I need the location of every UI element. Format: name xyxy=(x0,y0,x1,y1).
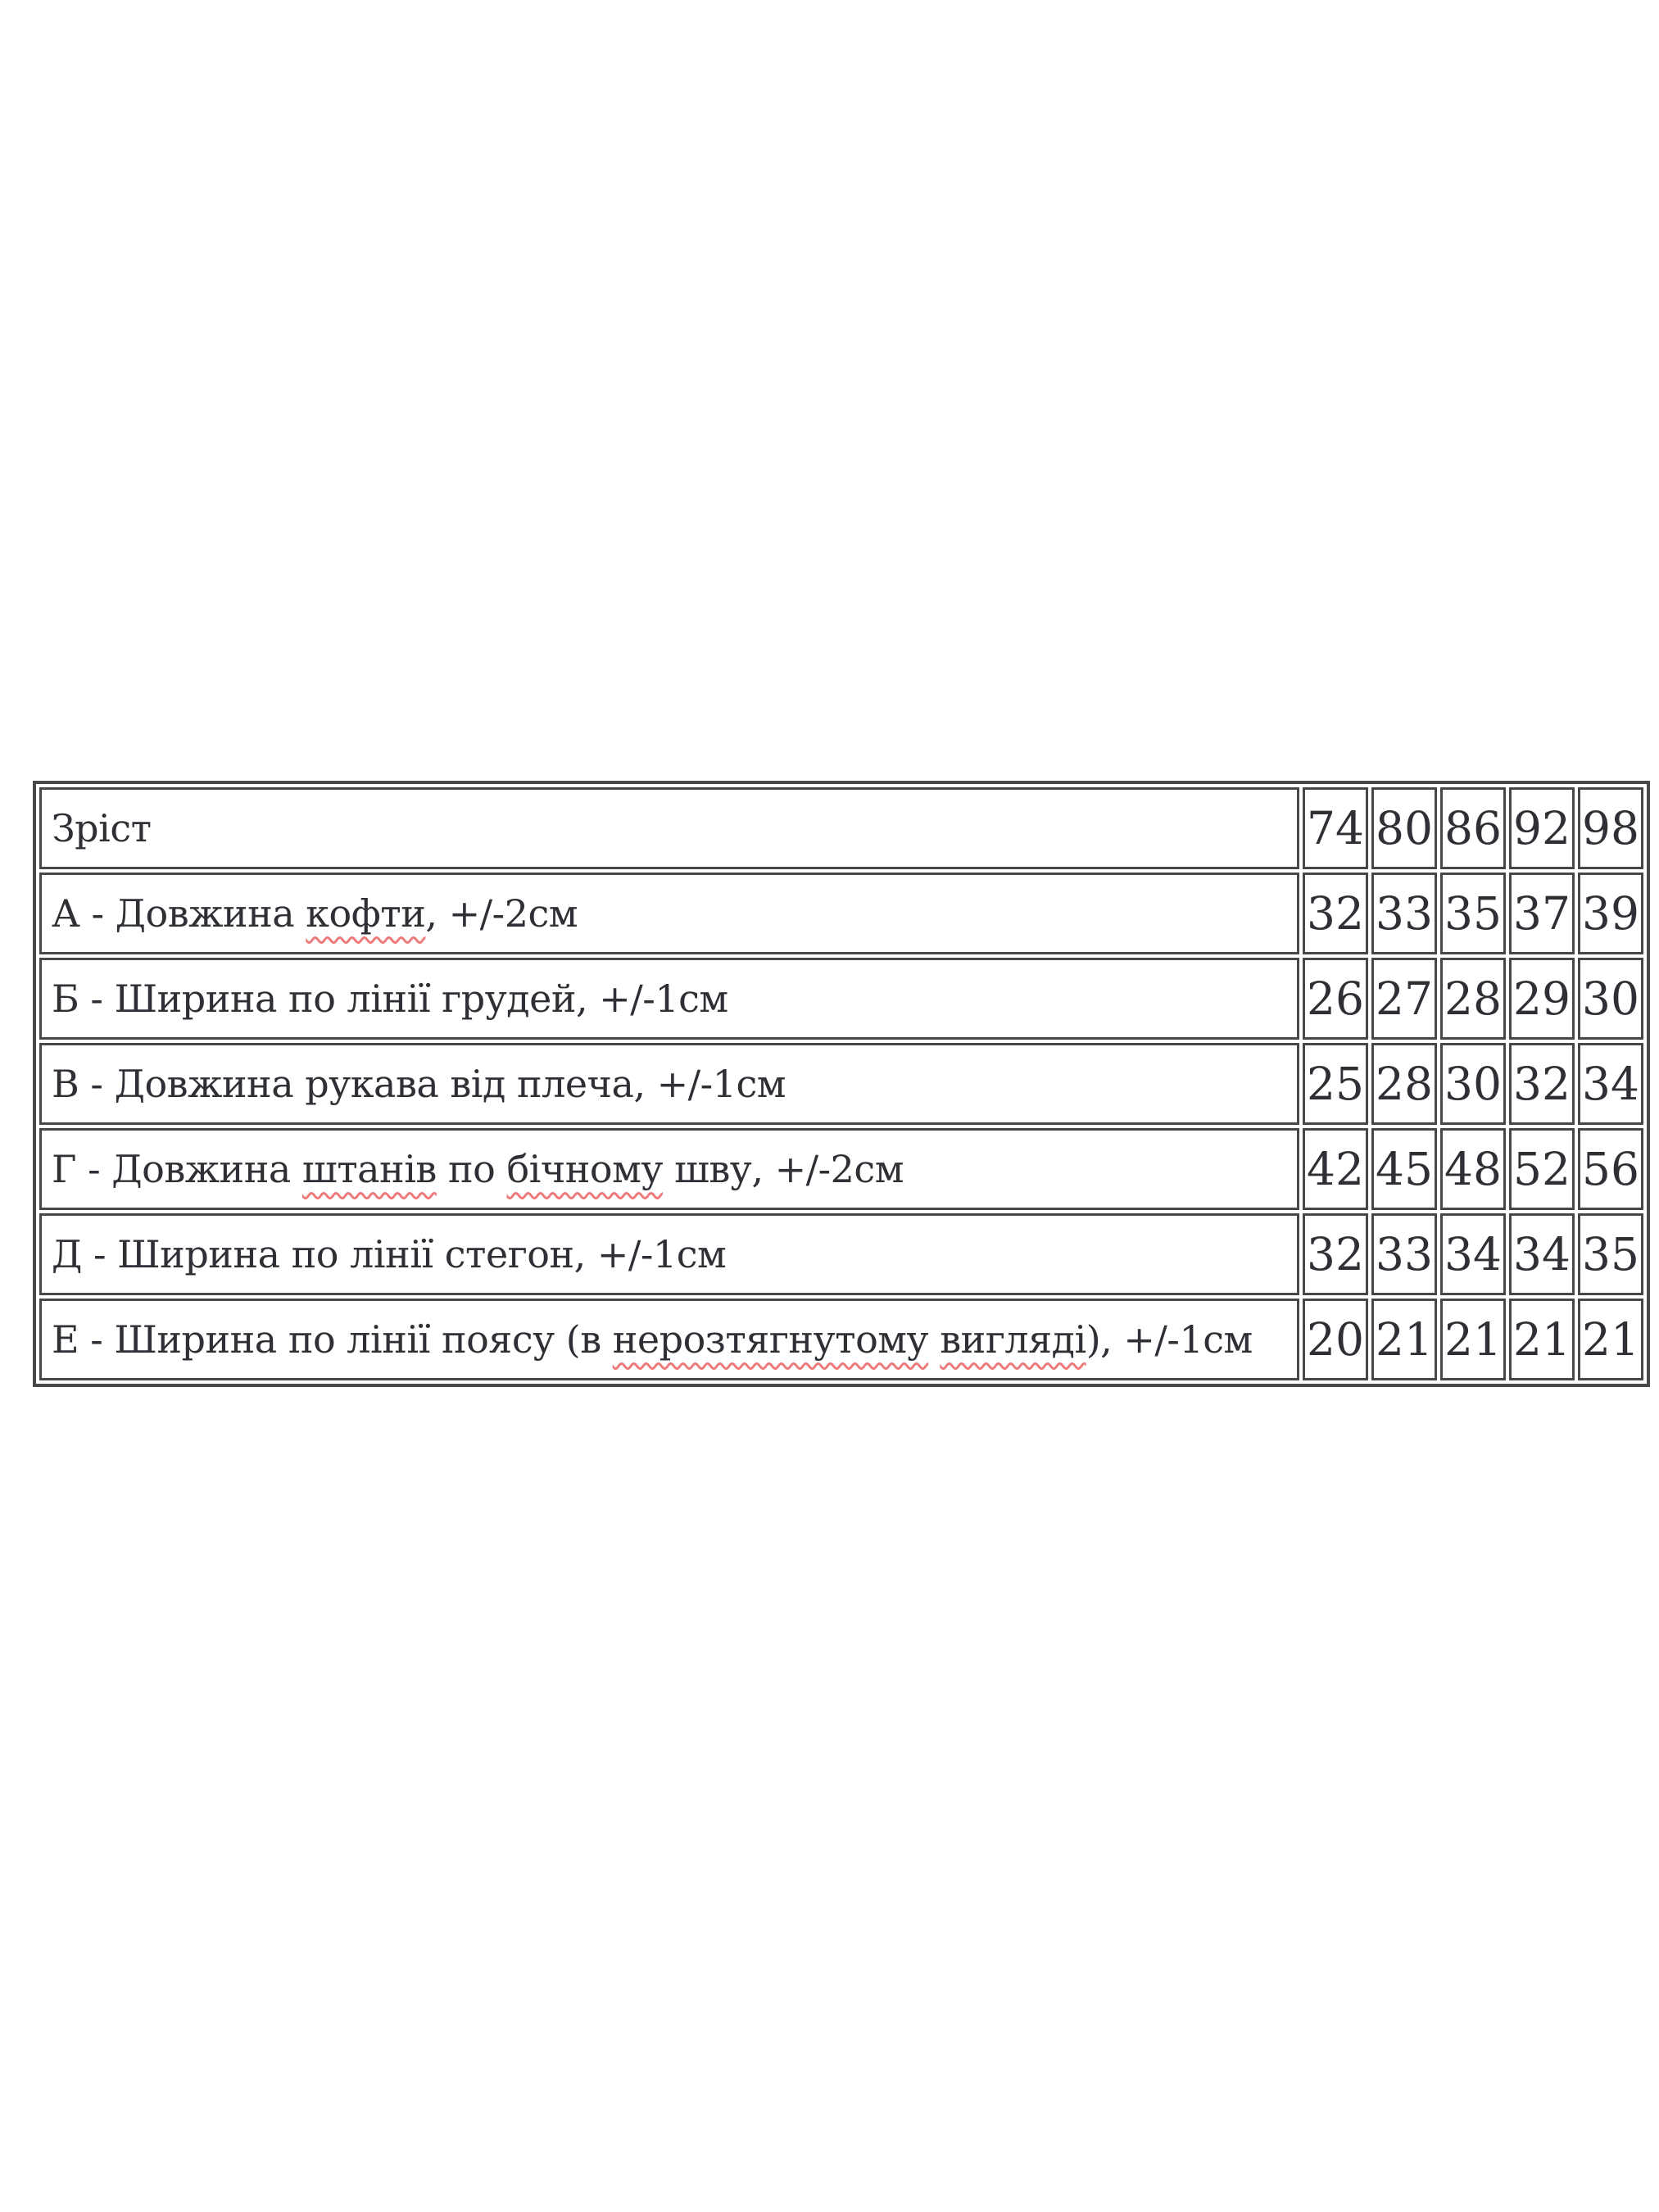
size-value-cell: 98 xyxy=(1578,787,1643,869)
measurement-row xyxy=(39,873,1643,954)
label-text: Б - Ширина по лінії грудей, +/-1см xyxy=(52,977,728,1021)
measurement-value-cell: 28 xyxy=(1371,1043,1437,1125)
measurement-value-cell: 30 xyxy=(1440,1043,1506,1125)
label-text: Д - Ширина по лінії стегон, +/-1см xyxy=(52,1232,727,1276)
label-text: ), +/-1см xyxy=(1086,1317,1253,1362)
label-text: В - Довжина рукава від плеча, +/-1см xyxy=(52,1062,786,1106)
misspelled-word: нерозтягнутому xyxy=(612,1317,929,1362)
size-value-cell: 86 xyxy=(1440,787,1506,869)
row-label xyxy=(39,787,1299,869)
label-text xyxy=(928,1317,940,1362)
measurement-row xyxy=(39,1043,1643,1125)
row-label xyxy=(39,1213,1299,1295)
row-label xyxy=(39,1299,1299,1380)
misspelled-word: кофти xyxy=(306,891,426,936)
label-text: , +/-2см xyxy=(425,891,578,936)
size-value-cell: 80 xyxy=(1371,787,1437,869)
label-text: Зріст xyxy=(52,806,152,850)
label-text: шву, +/-2см xyxy=(662,1147,904,1191)
measurement-value-cell: 21 xyxy=(1578,1299,1643,1380)
row-label xyxy=(39,1043,1299,1125)
measurement-value-cell: 39 xyxy=(1578,873,1643,954)
measurement-value-cell: 35 xyxy=(1578,1213,1643,1295)
label-text: по xyxy=(436,1147,507,1191)
measurement-value-cell: 33 xyxy=(1371,873,1437,954)
measurement-value-cell: 32 xyxy=(1303,873,1368,954)
measurement-value-cell: 20 xyxy=(1303,1299,1368,1380)
measurement-row xyxy=(39,1213,1643,1295)
measurement-value-cell: 26 xyxy=(1303,958,1368,1040)
measurement-value-cell: 34 xyxy=(1509,1213,1575,1295)
measurement-value-cell: 48 xyxy=(1440,1128,1506,1210)
measurement-value-cell: 56 xyxy=(1578,1128,1643,1210)
measurement-value-cell: 52 xyxy=(1509,1128,1575,1210)
row-label xyxy=(39,958,1299,1040)
measurement-value-cell: 21 xyxy=(1509,1299,1575,1380)
size-table-body xyxy=(39,787,1643,1380)
misspelled-word: бічному xyxy=(506,1147,663,1191)
label-text: А - Довжина xyxy=(52,891,306,936)
measurement-value-cell: 28 xyxy=(1440,958,1506,1040)
label-text: Е - Ширина по лінії поясу (в xyxy=(52,1317,613,1362)
measurement-value-cell: 34 xyxy=(1578,1043,1643,1125)
size-header-row xyxy=(39,787,1643,869)
size-value-cell: 74 xyxy=(1303,787,1368,869)
row-label xyxy=(39,1128,1299,1210)
measurement-value-cell: 21 xyxy=(1440,1299,1506,1380)
row-label xyxy=(39,873,1299,954)
measurement-row xyxy=(39,1128,1643,1210)
measurement-value-cell: 27 xyxy=(1371,958,1437,1040)
measurement-value-cell: 32 xyxy=(1303,1213,1368,1295)
size-chart-table xyxy=(33,781,1650,1387)
measurement-value-cell: 30 xyxy=(1578,958,1643,1040)
measurement-value-cell: 21 xyxy=(1371,1299,1437,1380)
measurement-value-cell: 29 xyxy=(1509,958,1575,1040)
misspelled-word: штанів xyxy=(301,1147,437,1191)
measurement-value-cell: 32 xyxy=(1509,1043,1575,1125)
measurement-row xyxy=(39,958,1643,1040)
label-text: Г - Довжина xyxy=(52,1147,302,1191)
size-value-cell: 92 xyxy=(1509,787,1575,869)
measurement-value-cell: 42 xyxy=(1303,1128,1368,1210)
measurement-value-cell: 33 xyxy=(1371,1213,1437,1295)
measurement-value-cell: 34 xyxy=(1440,1213,1506,1295)
measurement-value-cell: 37 xyxy=(1509,873,1575,954)
measurement-value-cell: 35 xyxy=(1440,873,1506,954)
measurement-value-cell: 45 xyxy=(1371,1128,1437,1210)
misspelled-word: вигляді xyxy=(940,1317,1086,1362)
measurement-row xyxy=(39,1299,1643,1380)
measurement-value-cell: 25 xyxy=(1303,1043,1368,1125)
